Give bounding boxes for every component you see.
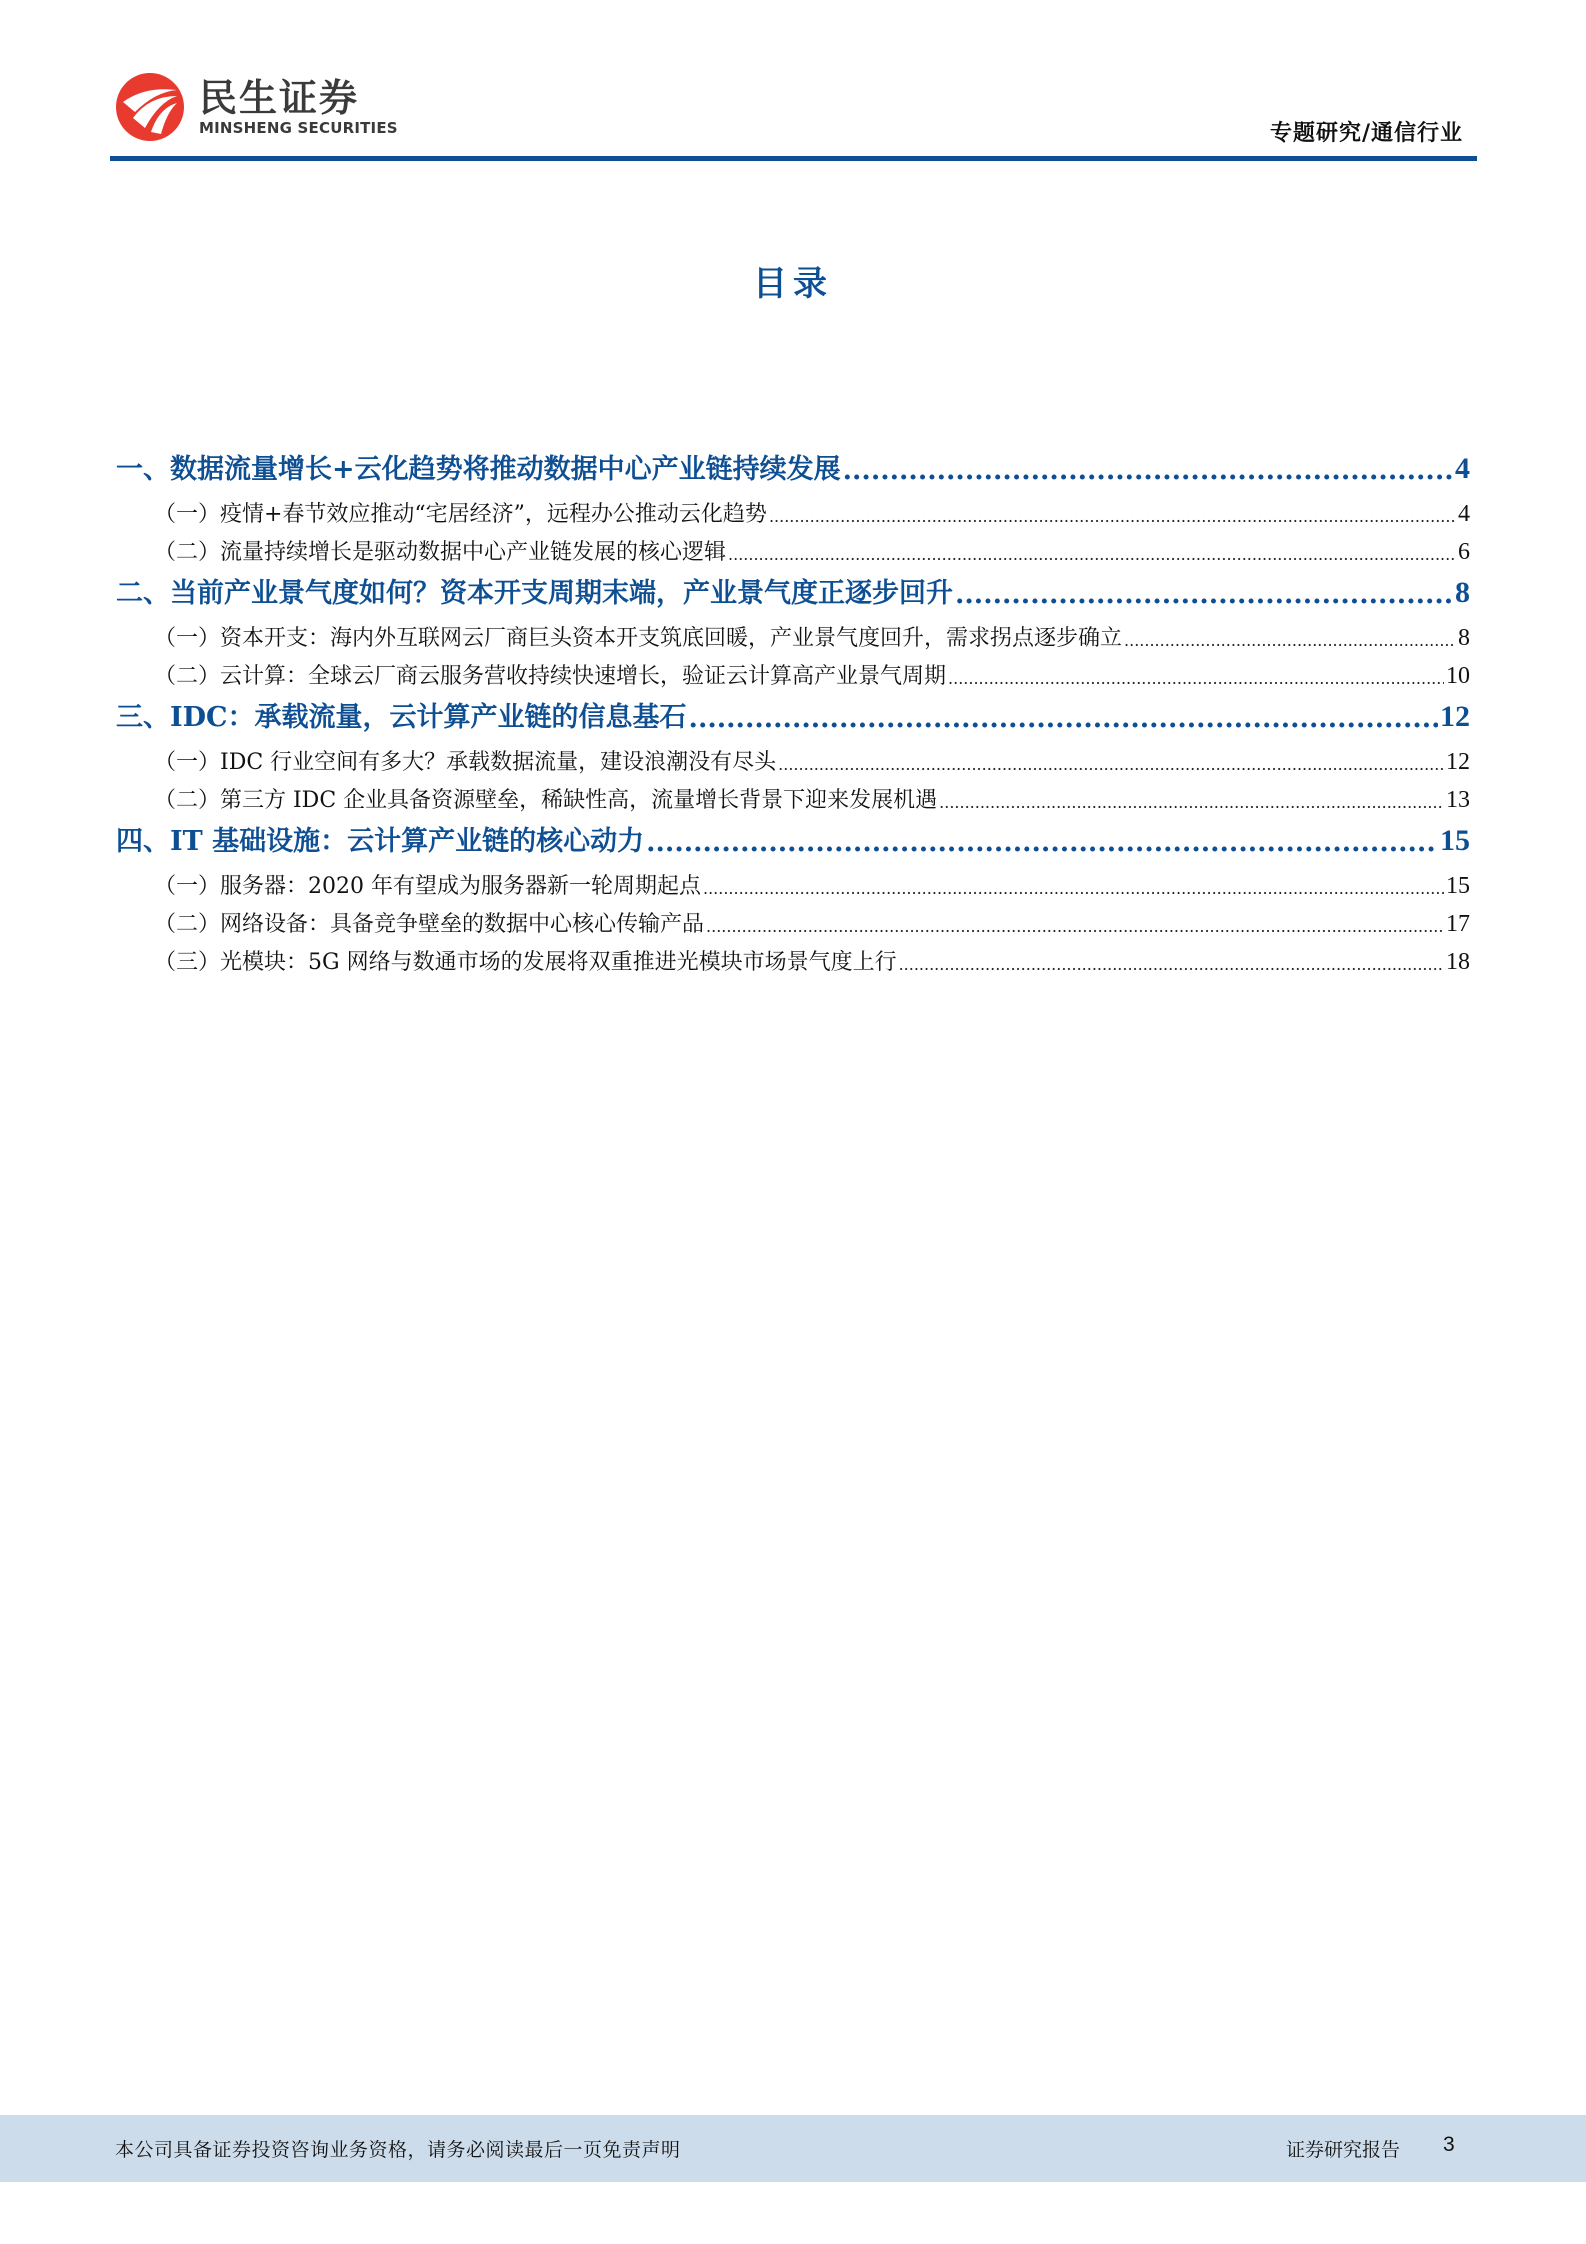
toc-item-label: （三）光模块：5G 网络与数通市场的发展将双重推进光模块市场景气度上行 (154, 950, 897, 975)
toc-item-label: （二）第三方 IDC 企业具备资源壁垒，稀缺性高，流量增长背景下迎来发展机遇 (154, 788, 938, 813)
dot-leader (703, 878, 1444, 900)
page-footer (0, 2115, 1586, 2182)
report-type-label: 证券研究报告 (1286, 2139, 1401, 2161)
toc-item-1-1[interactable] (116, 490, 1470, 528)
company-logo (115, 72, 398, 142)
page-number: 3 (1443, 2133, 1455, 2156)
toc-section-label: 三、IDC：承载流量，云计算产业链的信息基石 (116, 702, 687, 733)
dot-leader (939, 792, 1444, 814)
dot-leader (843, 456, 1453, 486)
toc-section-1[interactable] (116, 446, 1470, 486)
minsheng-logo-icon (115, 72, 185, 142)
toc-item-label: （二）流量持续增长是驱动数据中心产业链发展的核心逻辑 (154, 540, 727, 565)
toc-item-1-2[interactable] (116, 528, 1470, 566)
dot-leader (728, 544, 1456, 566)
dot-leader (899, 954, 1444, 976)
logo-chinese-name: 民生证券 (199, 76, 360, 120)
toc-item-label: （二）云计算：全球云厂商云服务营收持续快速增长，验证云计算高产业景气周期 (154, 664, 947, 689)
toc-title: 目录 (753, 264, 833, 304)
dot-leader (769, 506, 1456, 528)
toc-item-4-3[interactable] (116, 938, 1470, 976)
toc-page-number: 10 (1446, 663, 1470, 689)
toc-item-label: （一）IDC 行业空间有多大？承载数据流量，建设浪潮没有尽头 (154, 750, 777, 775)
toc-item-label: （二）网络设备：具备竞争壁垒的数据中心核心传输产品 (154, 912, 705, 937)
toc-page-number: 15 (1440, 824, 1470, 857)
toc-item-2-2[interactable] (116, 652, 1470, 690)
toc-page-number: 8 (1455, 576, 1470, 609)
toc-page-number: 4 (1455, 452, 1470, 485)
toc-section-2[interactable] (116, 570, 1470, 610)
toc-page-number: 6 (1458, 539, 1470, 565)
toc-section-4[interactable] (116, 818, 1470, 858)
toc-page-number: 4 (1458, 501, 1470, 527)
dot-leader (955, 580, 1453, 610)
dot-leader (689, 704, 1438, 734)
toc-page-number: 8 (1458, 625, 1470, 651)
toc-item-3-2[interactable] (116, 776, 1470, 814)
report-category: 专题研究/通信行业 (1269, 120, 1463, 146)
toc-item-label: （一）资本开支：海内外互联网云厂商巨头资本开支筑底回暖，产业景气度回升，需求拐点逐步确立 (154, 626, 1123, 651)
toc-page-number: 15 (1446, 873, 1470, 899)
toc-item-4-2[interactable] (116, 900, 1470, 938)
toc-item-label: （一）疫情+春节效应推动“宅居经济”，远程办公推动云化趋势 (154, 502, 767, 527)
toc-section-3[interactable] (116, 694, 1470, 734)
toc-item-2-1[interactable] (116, 614, 1470, 652)
toc-item-4-1[interactable] (116, 862, 1470, 900)
table-of-contents (116, 446, 1470, 976)
dot-leader (948, 668, 1444, 690)
dot-leader (1124, 630, 1456, 652)
toc-section-label: 一、数据流量增长+云化趋势将推动数据中心产业链持续发展 (116, 454, 841, 485)
dot-leader (646, 828, 1438, 858)
disclaimer-notice: 本公司具备证券投资咨询业务资格，请务必阅读最后一页免责声明 (115, 2139, 681, 2161)
toc-item-label: （一）服务器：2020 年有望成为服务器新一轮周期起点 (154, 874, 701, 899)
header-divider (110, 156, 1477, 161)
toc-page-number: 13 (1446, 787, 1470, 813)
logo-english-name: MINSHENG SECURITIES (199, 119, 398, 137)
dot-leader (706, 916, 1444, 938)
toc-page-number: 12 (1440, 700, 1470, 733)
toc-page-number: 18 (1446, 949, 1470, 975)
toc-section-label: 二、当前产业景气度如何？资本开支周期末端，产业景气度正逐步回升 (116, 578, 953, 609)
toc-item-3-1[interactable] (116, 738, 1470, 776)
toc-page-number: 17 (1446, 911, 1470, 937)
dot-leader (778, 754, 1444, 776)
toc-section-label: 四、IT 基础设施：云计算产业链的核心动力 (116, 826, 645, 857)
toc-page-number: 12 (1446, 749, 1470, 775)
page-header (110, 62, 1477, 160)
